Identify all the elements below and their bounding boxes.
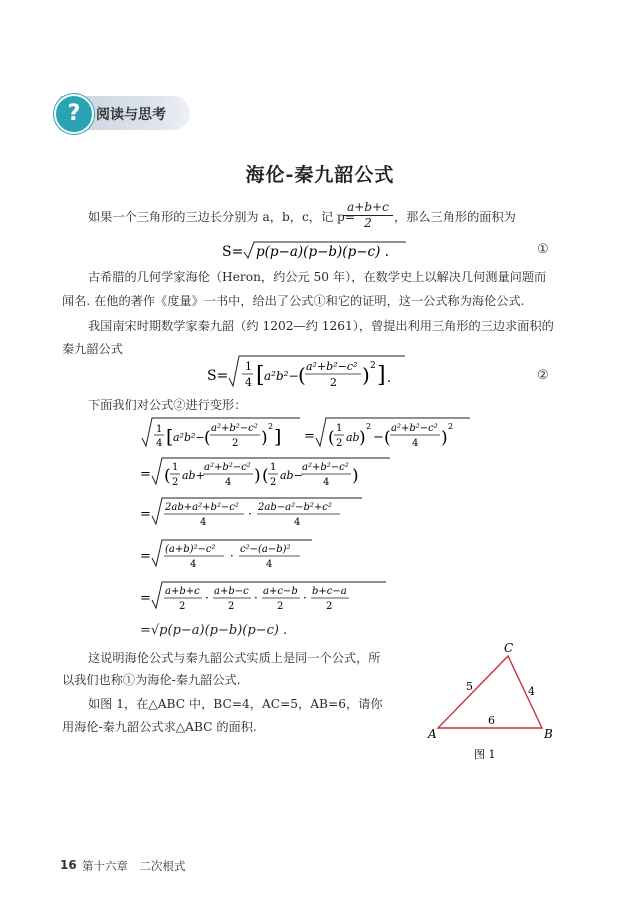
svg-text:2: 2 [448,422,454,431]
svg-text:2ab+a²+b²−c²: 2ab+a²+b²−c² [165,502,239,513]
svg-text:b+c−a: b+c−a [312,586,347,597]
svg-text:4: 4 [225,477,232,488]
svg-text:a²b²−: a²b²− [264,369,299,383]
vertex-c-label: C [504,641,514,655]
derivation-line-5 [140,582,386,612]
svg-text:4: 4 [190,559,197,570]
svg-text:2: 2 [277,601,284,612]
heron-formula [220,238,420,264]
svg-text:): ) [441,428,448,448]
svg-text:): ) [362,363,370,387]
svg-text:.: . [387,371,392,386]
svg-text:·: · [230,549,234,563]
side-ab-label: 6 [488,714,495,727]
svg-text:2: 2 [370,361,376,371]
svg-text:2: 2 [326,601,333,612]
svg-text:·: · [254,591,258,605]
svg-text:): ) [359,428,366,448]
svg-text:4: 4 [156,438,163,449]
svg-text:4: 4 [245,376,252,389]
svg-text:2: 2 [228,601,235,612]
svg-text:4: 4 [323,477,330,488]
svg-text:(: ( [204,428,211,448]
svg-text:=: = [140,591,151,606]
paragraph-heron-history-line2: 闻名. 在他的著作《度量》一书中，给出了公式①和它的证明，这一公式称为海伦公式. [62,294,525,308]
svg-text:2: 2 [179,601,186,612]
svg-text:(: ( [164,466,171,486]
svg-text:[: [ [256,363,265,388]
qin-formula [205,352,415,400]
paragraph-conclusion-line1: 这说明海伦公式与秦九韶公式实质上是同一个公式，所 [88,651,381,665]
side-ac-label: 5 [466,680,473,693]
svg-text:2: 2 [330,376,337,389]
svg-text:a²+b²−c²: a²+b²−c² [302,462,349,473]
paragraph-qin-line2: 秦九韶公式 [62,342,123,356]
p-fraction-numerator: a+b+c [343,200,393,216]
svg-text:a²+b²−c²: a²+b²−c² [391,423,438,434]
p-fraction-denominator: 2 [364,216,372,230]
svg-text:−: − [373,430,384,445]
svg-text:ab+: ab+ [182,469,205,482]
svg-text:a²b²−: a²b²− [173,431,205,444]
vertex-a-label: A [428,727,437,741]
svg-text:=: = [140,549,151,564]
svg-text:): ) [352,466,359,486]
svg-text:): ) [261,428,268,448]
derivation-final-line: =√p(p−a)(p−b)(p−c) . [140,623,288,638]
svg-text:2: 2 [366,422,372,431]
svg-text:2: 2 [336,438,343,449]
svg-text:2: 2 [172,477,179,488]
svg-text:·: · [303,591,307,605]
reading-banner [60,96,190,130]
question-mark-icon: ? [54,94,94,134]
svg-text:1: 1 [245,360,252,373]
svg-text:2: 2 [268,422,274,431]
svg-text:=: = [140,507,151,522]
heron-s-label: S= [222,244,244,260]
derivation-line-3 [140,498,362,528]
svg-text:2: 2 [270,477,277,488]
page-title: 海伦-秦九韶公式 [245,164,395,186]
banner-label: 阅读与思考 [96,107,166,123]
figure-caption: 图 1 [474,748,496,761]
svg-text:·: · [205,591,209,605]
paragraph-exercise-line2: 用海伦-秦九韶公式求△ABC 的面积. [62,720,257,734]
svg-text:S=: S= [207,368,229,384]
svg-text:a+b+c: a+b+c [165,586,200,597]
paragraph-intro: 如果一个三角形的三边长分别为 a，b，c，记 p= [88,210,356,224]
paragraph-transform: 下面我们对公式②进行变形： [88,398,247,412]
paragraph-heron-history-line1: 古希腊的几何学家海伦（Heron，约公元 50 年），在数学史上以解决几何测量问题而 [88,270,547,284]
svg-text:a+c−b: a+c−b [263,586,298,597]
svg-text:a+b−c: a+b−c [214,586,249,597]
svg-text:1: 1 [336,423,343,434]
paragraph-exercise-line1: 如图 1，在△ABC 中，BC=4，AC=5，AB=6，请你 [88,697,383,711]
svg-text:(: ( [298,363,306,387]
equation-number-2: ② [537,368,549,383]
svg-text:1: 1 [270,462,277,473]
svg-text:): ) [254,466,261,486]
paragraph-conclusion-line2: 以我们也称①为海伦-秦九韶公式. [62,673,241,687]
paragraph-qin-line1: 我国南宋时期数学家秦九韶（约 1202—约 1261），曾提出利用三角形的三边求面积的 [88,319,554,333]
p-fraction [343,200,393,230]
svg-text:a²+b²−c²: a²+b²−c² [204,462,251,473]
equation-number-1: ① [537,242,549,257]
derivation-line-1 [142,418,470,449]
svg-text:ab: ab [346,431,360,444]
svg-text:·: · [248,507,252,521]
svg-text:2: 2 [232,438,239,449]
svg-text:ab−: ab− [280,469,303,482]
svg-text:2ab−a²−b²+c²: 2ab−a²−b²+c² [258,502,332,513]
svg-text:=: = [304,429,315,444]
page-number: 16 [60,858,77,872]
svg-text:(: ( [262,466,269,486]
side-bc-label: 4 [528,685,535,698]
svg-text:1: 1 [156,424,163,435]
svg-text:(: ( [328,428,335,448]
paragraph-intro-tail: ，那么三角形的面积为 [394,210,516,224]
chapter-title: 第十六章 二次根式 [82,859,186,873]
svg-text:(a+b)²−c²: (a+b)²−c² [165,544,216,555]
svg-text:]: ] [377,363,386,388]
svg-text:4: 4 [294,517,301,528]
svg-text:=: = [140,467,151,482]
derivation-line-4 [140,540,312,570]
svg-text:a²+b²−c²: a²+b²−c² [211,423,258,434]
svg-text:4: 4 [200,517,207,528]
svg-text:4: 4 [412,438,419,449]
vertex-b-label: B [544,727,553,741]
svg-text:(: ( [384,428,391,448]
svg-text:1: 1 [172,462,179,473]
derivation-line-2 [140,458,390,488]
svg-text:]: ] [274,426,282,448]
svg-text:[: [ [166,426,174,448]
derivation-steps [140,416,485,641]
heron-radicand: p(p−a)(p−b)(p−c) . [256,244,389,260]
svg-text:a²+b²−c²: a²+b²−c² [306,360,358,373]
triangle-figure [420,640,560,765]
svg-text:4: 4 [266,559,273,570]
svg-text:c²−(a−b)²: c²−(a−b)² [240,544,291,555]
